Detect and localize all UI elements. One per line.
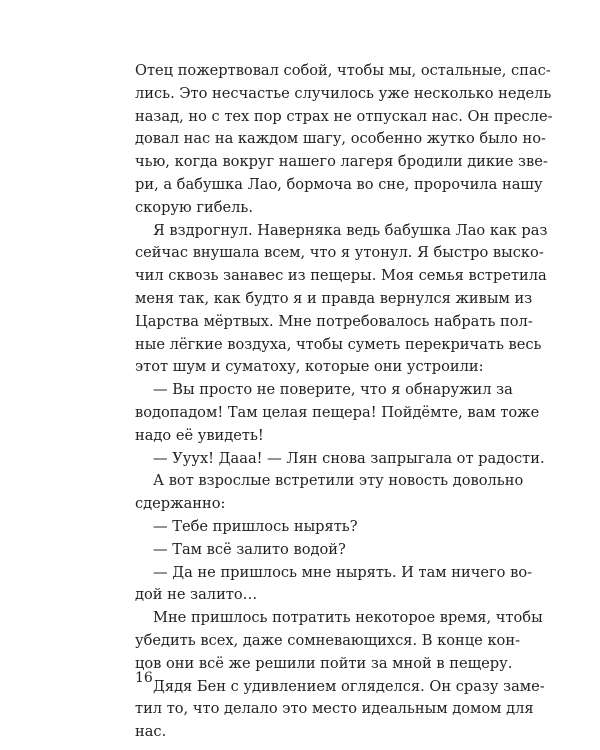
text-line: сдержанно:: [135, 495, 226, 513]
text-line: этот шум и суматоху, которые они устроили:: [135, 358, 484, 376]
text-line: довал нас на каждом шагу, особенно жутко было но-: [135, 130, 546, 148]
text-line: назад, но с тех пор страх не отпускал нас. Он пресле-: [135, 107, 553, 125]
text-line: Мне пришлось потратить некоторое время, чтобы: [153, 609, 543, 627]
text-line: дой не залито…: [135, 586, 258, 604]
text-line: нас.: [135, 723, 167, 741]
text-line: лись. Это несчастье случилось уже несколько недель: [135, 84, 552, 102]
text-line: А вот взрослые встретили эту новость довольно: [153, 472, 524, 490]
text-line: сейчас внушала всем, что я утонул. Я быстро выско-: [135, 244, 544, 262]
text-line: убедить всех, даже сомневающихся. В конце кон-: [135, 631, 521, 649]
text-line: — Тебе пришлось нырять?: [153, 517, 358, 535]
text-line: Царства мёртвых. Мне потребовалось набрать пол-: [135, 312, 533, 330]
text-line: ные лёгкие воздуха, чтобы суметь перекричать весь: [135, 335, 542, 353]
text-line: Я вздрогнул. Наверняка ведь бабушка Лао как раз: [153, 221, 548, 239]
text-line: цов они всё же решили пойти за мной в пещеру.: [135, 654, 513, 672]
text-line: Отец пожертвовал собой, чтобы мы, остальные, спас-: [135, 62, 551, 79]
text-line: — Вы просто не поверите, что я обнаружил за: [153, 381, 513, 399]
text-line: скорую гибель.: [135, 198, 254, 216]
text-line: тил то, что делало это место идеальным домом для: [135, 700, 534, 718]
text-line: — Уууx! Дааа! — Лян снова запрыгала от радости.: [153, 449, 545, 467]
page-number: 16: [135, 670, 153, 686]
text-line: ри, а бабушка Лао, бормоча во сне, пророчила нашу: [135, 175, 543, 193]
text-line: меня так, как будто я и правда вернулся живым из: [135, 289, 533, 307]
text-line: надо её увидеть!: [135, 426, 264, 444]
text-line: водопадом! Там целая пещера! Пойдёмте, вам тоже: [135, 403, 540, 421]
text-line: чил сквозь занавес из пещеры. Моя семья встретила: [135, 267, 547, 285]
text-line: — Там всё залито водой?: [153, 540, 346, 558]
text-line: Дядя Бен с удивлением огляделся. Он сразу заме-: [153, 677, 545, 695]
text-line: — Да не пришлось мне нырять. И там ничего во-: [153, 563, 533, 581]
text-line: чью, когда вокруг нашего лагеря бродили дикие зве-: [135, 153, 548, 171]
body-text: [135, 60, 553, 744]
